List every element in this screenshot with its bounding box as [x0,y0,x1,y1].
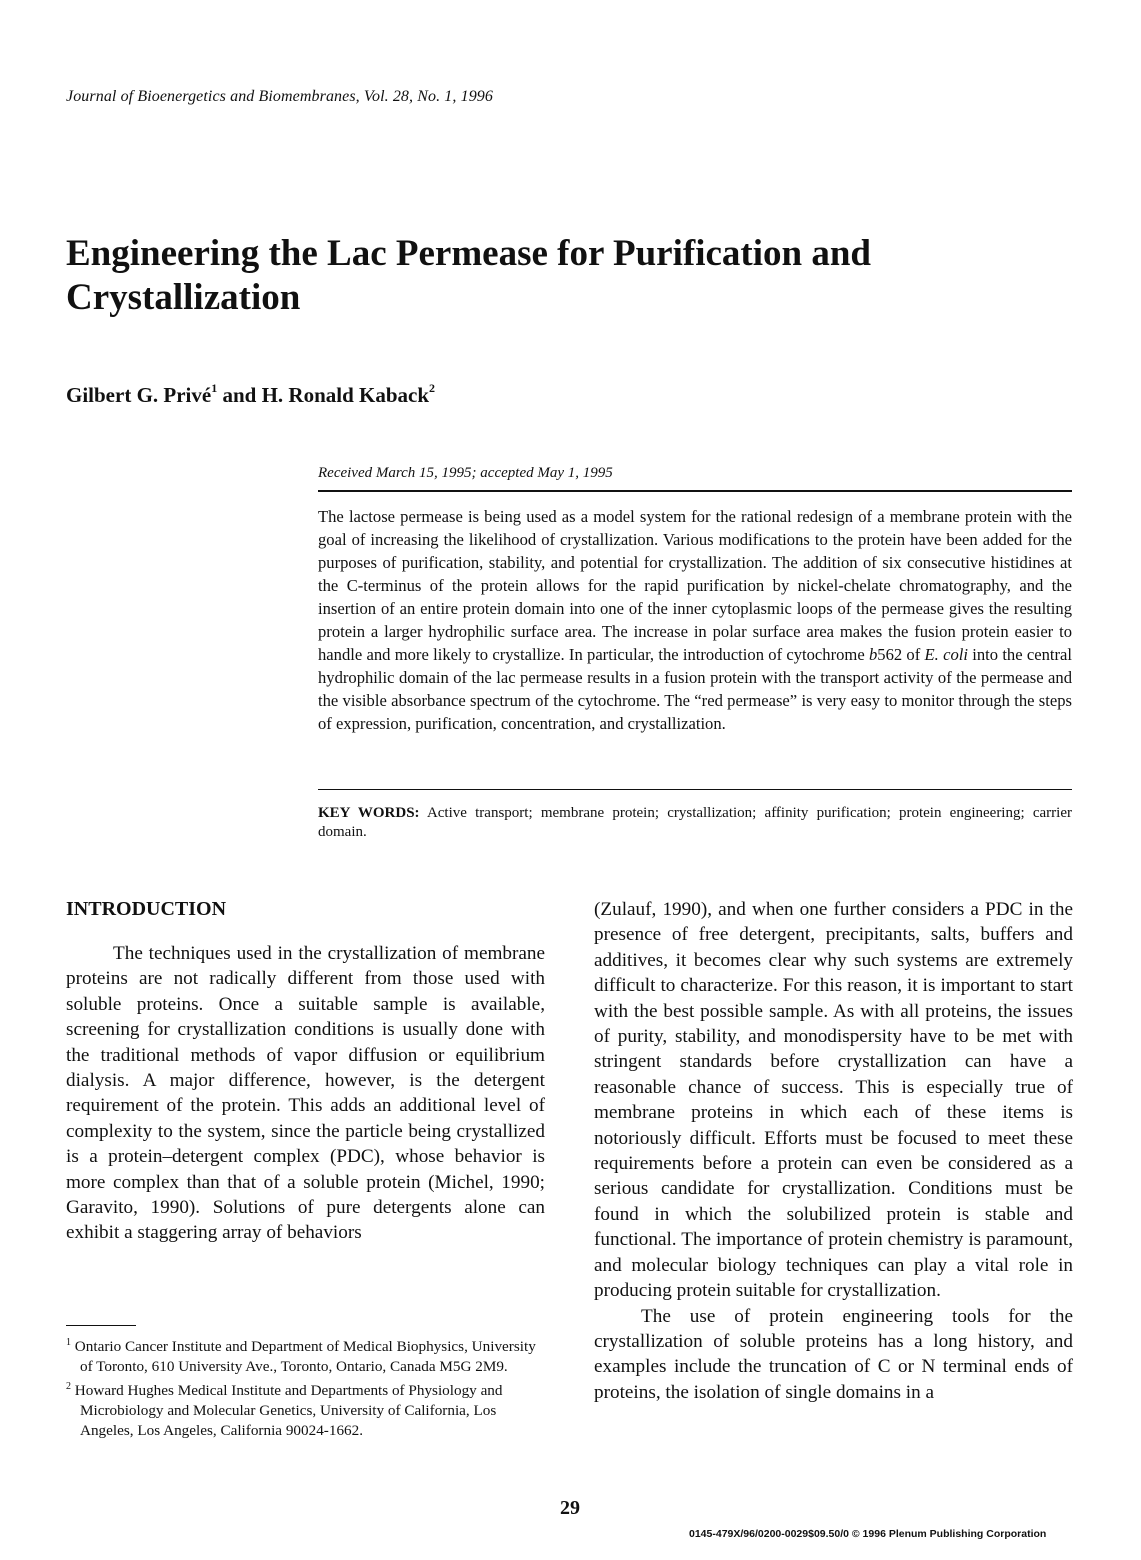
page-number: 29 [560,1497,580,1519]
author-prive-affiliation-mark: 1 [211,381,218,395]
footnote-1-text: Ontario Cancer Institute and Department of Medical Biophysics, University of Toronto, 610 University Ave., Toronto, Ontario, Canada M5G 2M9. [71,1338,536,1376]
abstract [318,505,1072,735]
footnote-2-text: Howard Hughes Medical Institute and Departments of Physiology and Microbiology and Molecular Genetics, University of California, Los Angeles, Los Angeles, California 90024-1662. [71,1382,503,1440]
footnote-1 [66,1333,546,1377]
author-kaback: H. Ronald Kaback [261,383,430,407]
journal-citation: Journal of Bioenergetics and Biomembranes, Vol. 28, No. 1, 1996 [66,88,493,105]
footnote-2-mark: 2 [66,1381,71,1393]
abstract-bottom-rule [318,789,1072,790]
keywords-text: Active transport; membrane protein; crystallization; affinity purification; protein engineering; carrier domain. [318,805,1072,840]
footnote-rule [66,1325,136,1326]
section-heading-introduction: INTRODUCTION [66,898,227,920]
intro-paragraph-1: The techniques used in the crystallization of membrane proteins are not radically different from those used with soluble proteins. Once a suitable sample is available, screening for crystallization conditions is usually done with the traditional methods of vapor diffusion or equilibrium dialysis. A major difference, however, is the detergent requirement of the protein. This adds an additional level of complexity to the system, since the particle being crystallized is a protein–detergent complex (PDC), whose behavior is more complex than that of a soluble protein (Michel, 1990; Garavito, 1990). Solutions of pure detergents alone can exhibit a staggering array of behaviors [66,943,545,1244]
right-column [594,897,1073,1405]
footnote-2 [66,1377,546,1441]
received-dates: Received March 15, 1995; accepted May 1, 1995 [318,465,613,481]
author-joiner: and [217,383,262,407]
author-line [66,383,435,408]
left-column [66,897,545,1246]
abstract-top-rule [318,490,1072,492]
copyright-line: 0145-479X/96/0200-0029$09.50/0 © 1996 Plenum Publishing Corporation [689,1528,1047,1540]
article-title: Engineering the Lac Permease for Purification and Crystallization [66,233,871,318]
intro-paragraph-1-continued: (Zulauf, 1990), and when one further considers a PDC in the presence of free detergent, precipitants, salts, buffers and additives, it becomes clear why such systems are extremely difficult to characterize. For this reason, it is important to start with the best possible sample. As with all proteins, the issues of purity, stability, and monodispersity have to be met with stringent standards before crystallization can have a reasonable chance of success. This is especially true of membrane proteins in which each of these items is notoriously difficult. Efforts must be focused to meet these requirements before a protein can even be considered as a serious candidate for crystallization. Conditions must be found in which the solubilized protein is stable and functional. The importance of protein chemistry is paramount, and molecular biology techniques can play a vital role in producing protein suitable for crystallization. [594,899,1073,1302]
abstract-italic-b: b [868,645,878,664]
abstract-italic-ecoli: E. coli [924,645,968,664]
keywords-label: KEY WORDS: [318,805,420,821]
footnotes [66,1333,546,1441]
abstract-text-1: The lactose permease is being used as a model system for the rational redesign of a membrane protein with the goal of increasing the likelihood of crystallization. Various modifications to the protein have been added for the purposes of purification, stability, and potential for crystallization. The addition of six consecutive histidines at the C-terminus of the protein allows for the rapid purification by nickel-chelate chromatography, and the insertion of an entire protein domain into one of the inner cytoplasmic loops of the permease gives the resulting protein a larger hydrophilic surface area. The increase in polar surface area makes the fusion protein easier to handle and more likely to crystallize. In particular, the introduction of cytochrome [318,507,1072,664]
intro-paragraph-2: The use of protein engineering tools for the crystallization of soluble proteins has a long history, and examples include the truncation of C or N terminal ends of proteins, the isolation of single domains in a [594,1305,1073,1403]
keywords [318,804,1072,842]
abstract-text-3: into the central hydrophilic domain of the lac permease results in a fusion protein with the transport activity of the permease and the visible absorbance spectrum of the cytochrome. The “red permease” is very easy to monitor through the steps of expression, purification, concentration, and crystallization. [318,645,1073,733]
footnote-1-mark: 1 [66,1337,71,1348]
author-prive: Gilbert G. Privé [66,383,212,407]
author-kaback-affiliation-mark: 2 [429,381,436,395]
abstract-text-2: 562 of [877,645,925,664]
